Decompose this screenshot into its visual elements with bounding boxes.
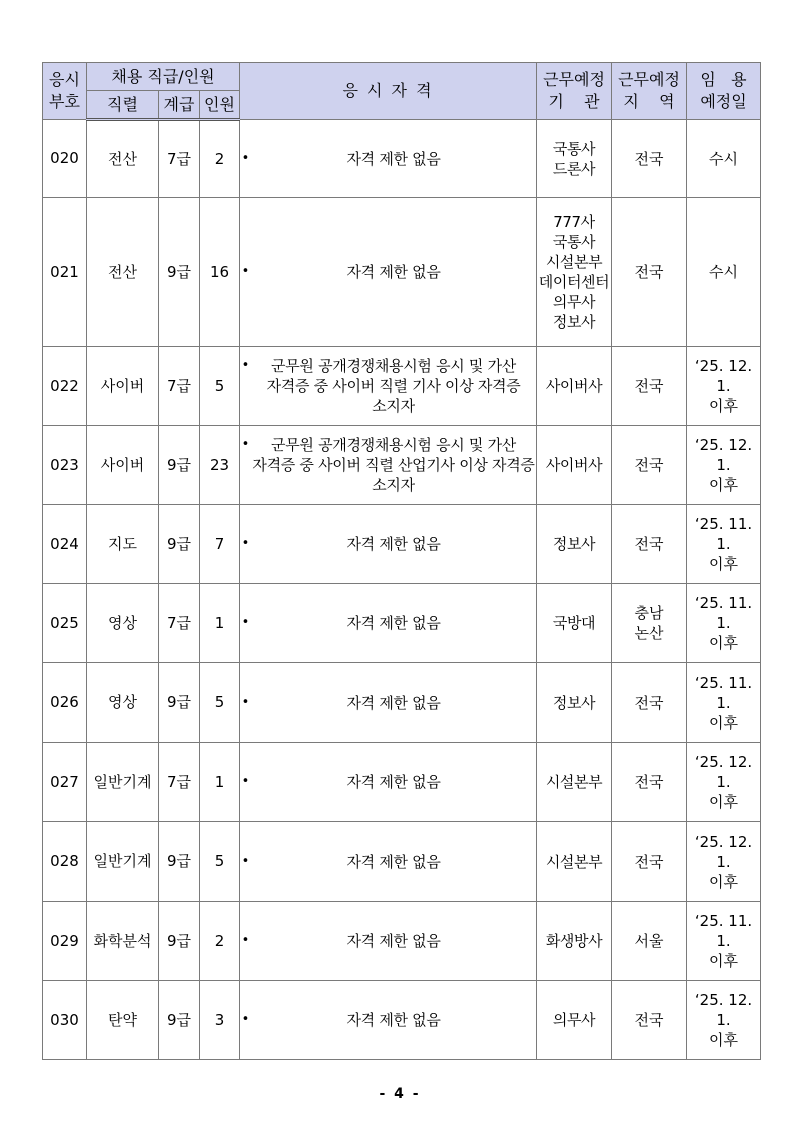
agency-cell-line: 정보사 — [552, 693, 596, 712]
region-cell-line: 전국 — [634, 456, 664, 474]
series-cell: 전산 — [87, 198, 159, 347]
appointment-date-cell-line: 이후 — [709, 1031, 738, 1049]
region-cell — [612, 347, 687, 426]
count-cell: 5 — [200, 822, 240, 902]
grade-cell: 7급 — [159, 347, 200, 426]
agency-cell-line: 사이버사 — [545, 377, 603, 395]
region-cell-line: 전국 — [634, 263, 664, 281]
header-qualification: 응 시 자 격 — [240, 63, 537, 120]
region-cell-line: 논산 — [634, 624, 664, 642]
series-cell: 전산 — [87, 120, 159, 198]
agency-cell-line: 의무사 — [552, 1011, 596, 1029]
appointment-date-cell-line: ‘25. 12. 1. — [694, 436, 753, 474]
exam-no-cell: 028 — [43, 822, 87, 902]
agency-cell — [537, 426, 612, 505]
appointment-date-cell — [687, 584, 761, 663]
grade-cell: 9급 — [159, 426, 200, 505]
agency-cell — [537, 198, 612, 347]
table-row — [43, 347, 761, 426]
header-agency: 근무예정 기 관 — [537, 63, 612, 120]
series-cell: 영상 — [87, 584, 159, 663]
region-cell — [612, 120, 687, 198]
appointment-date-cell — [687, 663, 761, 743]
appointment-date-cell-line: ‘25. 11. 1. — [694, 673, 753, 712]
region-cell-line: 전국 — [634, 377, 664, 395]
qualification-text: 자격 제한 없음 — [346, 1011, 441, 1029]
table-row — [43, 120, 761, 198]
agency-cell-line: 국통사 — [552, 139, 596, 158]
qualification-cell — [240, 584, 537, 663]
region-cell-line: 전국 — [634, 149, 664, 168]
qualification-text: 자격 제한 없음 — [346, 693, 441, 712]
count-cell: 23 — [200, 426, 240, 505]
region-cell — [612, 902, 687, 981]
count-cell: 5 — [200, 347, 240, 426]
qualification-text: 자격 제한 없음 — [346, 773, 441, 791]
bullet-icon: • — [241, 774, 250, 789]
header-series: 직렬 — [87, 91, 159, 120]
bullet-icon: • — [241, 694, 250, 710]
grade-cell: 9급 — [159, 663, 200, 743]
agency-cell-line: 정보사 — [552, 313, 596, 331]
appointment-date-cell-line: 이후 — [709, 634, 738, 652]
agency-cell-line: 시설본부 — [545, 773, 603, 791]
region-cell — [612, 822, 687, 902]
agency-cell-line: 드론사 — [552, 159, 596, 178]
region-cell-line: 전국 — [634, 1011, 664, 1029]
agency-cell-line: 국방대 — [552, 614, 596, 632]
qualification-text: 자격 제한 없음 — [346, 614, 441, 632]
appointment-date-cell-line: 이후 — [709, 952, 738, 970]
agency-cell-line: 화생방사 — [545, 932, 603, 950]
grade-cell: 9급 — [159, 902, 200, 981]
qualification-text: 군무원 공개경쟁채용시험 응시 및 가산 자격증 중 사이버 직렬 산업기사 이상 자격증 소지자 — [252, 436, 535, 494]
appointment-date-cell-line: 이후 — [709, 397, 738, 415]
appointment-date-cell — [687, 902, 761, 981]
count-cell: 16 — [200, 198, 240, 347]
qualification-cell — [240, 120, 537, 198]
bullet-icon: • — [241, 615, 250, 630]
appointment-date-cell — [687, 743, 761, 822]
appointment-date-cell — [687, 347, 761, 426]
table-row — [43, 505, 761, 584]
region-cell — [612, 981, 687, 1060]
agency-cell — [537, 584, 612, 663]
appointment-date-cell-line: 이후 — [709, 476, 738, 494]
table-row — [43, 902, 761, 981]
bullet-icon: • — [241, 536, 250, 551]
appointment-date-cell — [687, 198, 761, 347]
grade-cell: 9급 — [159, 198, 200, 347]
qualification-text: 자격 제한 없음 — [346, 852, 441, 871]
region-cell-line: 충남 — [634, 604, 664, 622]
appointment-date-cell-line: 이후 — [709, 872, 738, 891]
count-cell: 3 — [200, 981, 240, 1060]
table-header — [43, 63, 761, 120]
appointment-date-cell-line: 수시 — [709, 149, 738, 168]
appointment-date-cell-line: ‘25. 11. 1. — [694, 515, 753, 553]
agency-cell-line: 데이터센터 — [538, 273, 610, 291]
agency-cell-line: 정보사 — [552, 535, 596, 553]
qualification-cell — [240, 663, 537, 743]
exam-no-cell: 029 — [43, 902, 87, 981]
count-cell: 1 — [200, 584, 240, 663]
qualification-text: 군무원 공개경쟁채용시험 응시 및 가산 자격증 중 사이버 직렬 기사 이상 자격증 소지자 — [266, 357, 521, 415]
series-cell: 화학분석 — [87, 902, 159, 981]
agency-cell-line: 777사 — [553, 213, 595, 231]
exam-no-cell: 030 — [43, 981, 87, 1060]
appointment-date-cell-line: ‘25. 12. 1. — [694, 991, 753, 1029]
header-count: 인원 — [200, 91, 240, 120]
region-cell-line: 서울 — [634, 932, 664, 950]
agency-cell — [537, 981, 612, 1060]
recruitment-table — [42, 62, 761, 1060]
agency-cell — [537, 743, 612, 822]
region-cell-line: 전국 — [634, 535, 664, 553]
appointment-date-cell — [687, 505, 761, 584]
series-cell: 사이버 — [87, 426, 159, 505]
table-row — [43, 822, 761, 902]
grade-cell: 9급 — [159, 505, 200, 584]
series-cell: 탄약 — [87, 981, 159, 1060]
region-cell — [612, 663, 687, 743]
appointment-date-cell-line: ‘25. 11. 1. — [694, 912, 753, 950]
qualification-cell — [240, 505, 537, 584]
header-recruit-group: 채용 직급/인원 — [87, 63, 240, 91]
qualification-cell — [240, 347, 537, 426]
exam-no-cell: 021 — [43, 198, 87, 347]
count-cell: 1 — [200, 743, 240, 822]
region-cell — [612, 584, 687, 663]
appointment-date-cell — [687, 426, 761, 505]
qualification-cell — [240, 743, 537, 822]
agency-cell-line: 시설본부 — [545, 253, 603, 271]
appointment-date-cell — [687, 822, 761, 902]
table-row — [43, 663, 761, 743]
table-body — [43, 120, 761, 1060]
qualification-cell — [240, 198, 537, 347]
appointment-date-cell — [687, 981, 761, 1060]
region-cell — [612, 198, 687, 347]
appointment-date-cell-line: 이후 — [709, 793, 738, 811]
qualification-cell — [240, 981, 537, 1060]
series-cell: 일반기계 — [87, 822, 159, 902]
qualification-text: 자격 제한 없음 — [346, 263, 441, 281]
exam-no-cell: 020 — [43, 120, 87, 198]
qualification-cell — [240, 902, 537, 981]
series-cell: 지도 — [87, 505, 159, 584]
agency-cell — [537, 902, 612, 981]
grade-cell: 7급 — [159, 584, 200, 663]
agency-cell — [537, 120, 612, 198]
exam-no-cell: 026 — [43, 663, 87, 743]
appointment-date-cell-line: ‘25. 12. 1. — [694, 357, 753, 395]
region-cell — [612, 743, 687, 822]
count-cell: 7 — [200, 505, 240, 584]
page-number: - 4 - — [379, 1086, 421, 1102]
header-grade: 계급 — [159, 91, 200, 120]
bullet-icon: • — [241, 853, 250, 869]
grade-cell: 9급 — [159, 822, 200, 902]
grade-cell: 7급 — [159, 120, 200, 198]
grade-cell: 7급 — [159, 743, 200, 822]
agency-cell-line: 사이버사 — [545, 456, 603, 474]
bullet-icon: • — [241, 933, 250, 948]
count-cell: 2 — [200, 902, 240, 981]
exam-no-cell: 024 — [43, 505, 87, 584]
count-cell: 5 — [200, 663, 240, 743]
table-row — [43, 198, 761, 347]
series-cell: 사이버 — [87, 347, 159, 426]
agency-cell — [537, 505, 612, 584]
header-appointment-date: 임 용 예정일 — [687, 63, 761, 120]
count-cell: 2 — [200, 120, 240, 198]
agency-cell — [537, 822, 612, 902]
agency-cell-line: 의무사 — [552, 293, 596, 311]
appointment-date-cell-line: ‘25. 12. 1. — [694, 832, 753, 871]
table-row — [43, 743, 761, 822]
agency-cell-line: 시설본부 — [545, 852, 603, 871]
qualification-text: 자격 제한 없음 — [346, 149, 441, 168]
series-cell: 일반기계 — [87, 743, 159, 822]
qualification-text: 자격 제한 없음 — [346, 932, 441, 950]
qualification-text: 자격 제한 없음 — [346, 535, 441, 553]
exam-no-cell: 023 — [43, 426, 87, 505]
bullet-icon: • — [241, 437, 250, 452]
header-exam-no: 응시 부호 — [43, 63, 87, 120]
appointment-date-cell-line: ‘25. 12. 1. — [694, 753, 753, 791]
exam-no-cell: 027 — [43, 743, 87, 822]
bullet-icon: • — [241, 264, 250, 279]
appointment-date-cell-line: ‘25. 11. 1. — [694, 594, 753, 632]
region-cell — [612, 426, 687, 505]
table-row — [43, 981, 761, 1060]
bullet-icon: • — [241, 358, 250, 373]
exam-no-cell: 022 — [43, 347, 87, 426]
bullet-icon: • — [241, 150, 250, 166]
qualification-cell — [240, 426, 537, 505]
agency-cell — [537, 663, 612, 743]
appointment-date-cell — [687, 120, 761, 198]
region-cell-line: 전국 — [634, 693, 664, 712]
agency-cell-line: 국통사 — [552, 233, 596, 251]
region-cell-line: 전국 — [634, 852, 664, 871]
region-cell — [612, 505, 687, 584]
table-row — [43, 584, 761, 663]
agency-cell — [537, 347, 612, 426]
header-region: 근무예정 지 역 — [612, 63, 687, 120]
appointment-date-cell-line: 수시 — [709, 263, 738, 281]
series-cell: 영상 — [87, 663, 159, 743]
appointment-date-cell-line: 이후 — [709, 555, 738, 573]
grade-cell: 9급 — [159, 981, 200, 1060]
table-row — [43, 426, 761, 505]
exam-no-cell: 025 — [43, 584, 87, 663]
qualification-cell — [240, 822, 537, 902]
region-cell-line: 전국 — [634, 773, 664, 791]
appointment-date-cell-line: 이후 — [709, 713, 738, 732]
bullet-icon: • — [241, 1012, 250, 1027]
